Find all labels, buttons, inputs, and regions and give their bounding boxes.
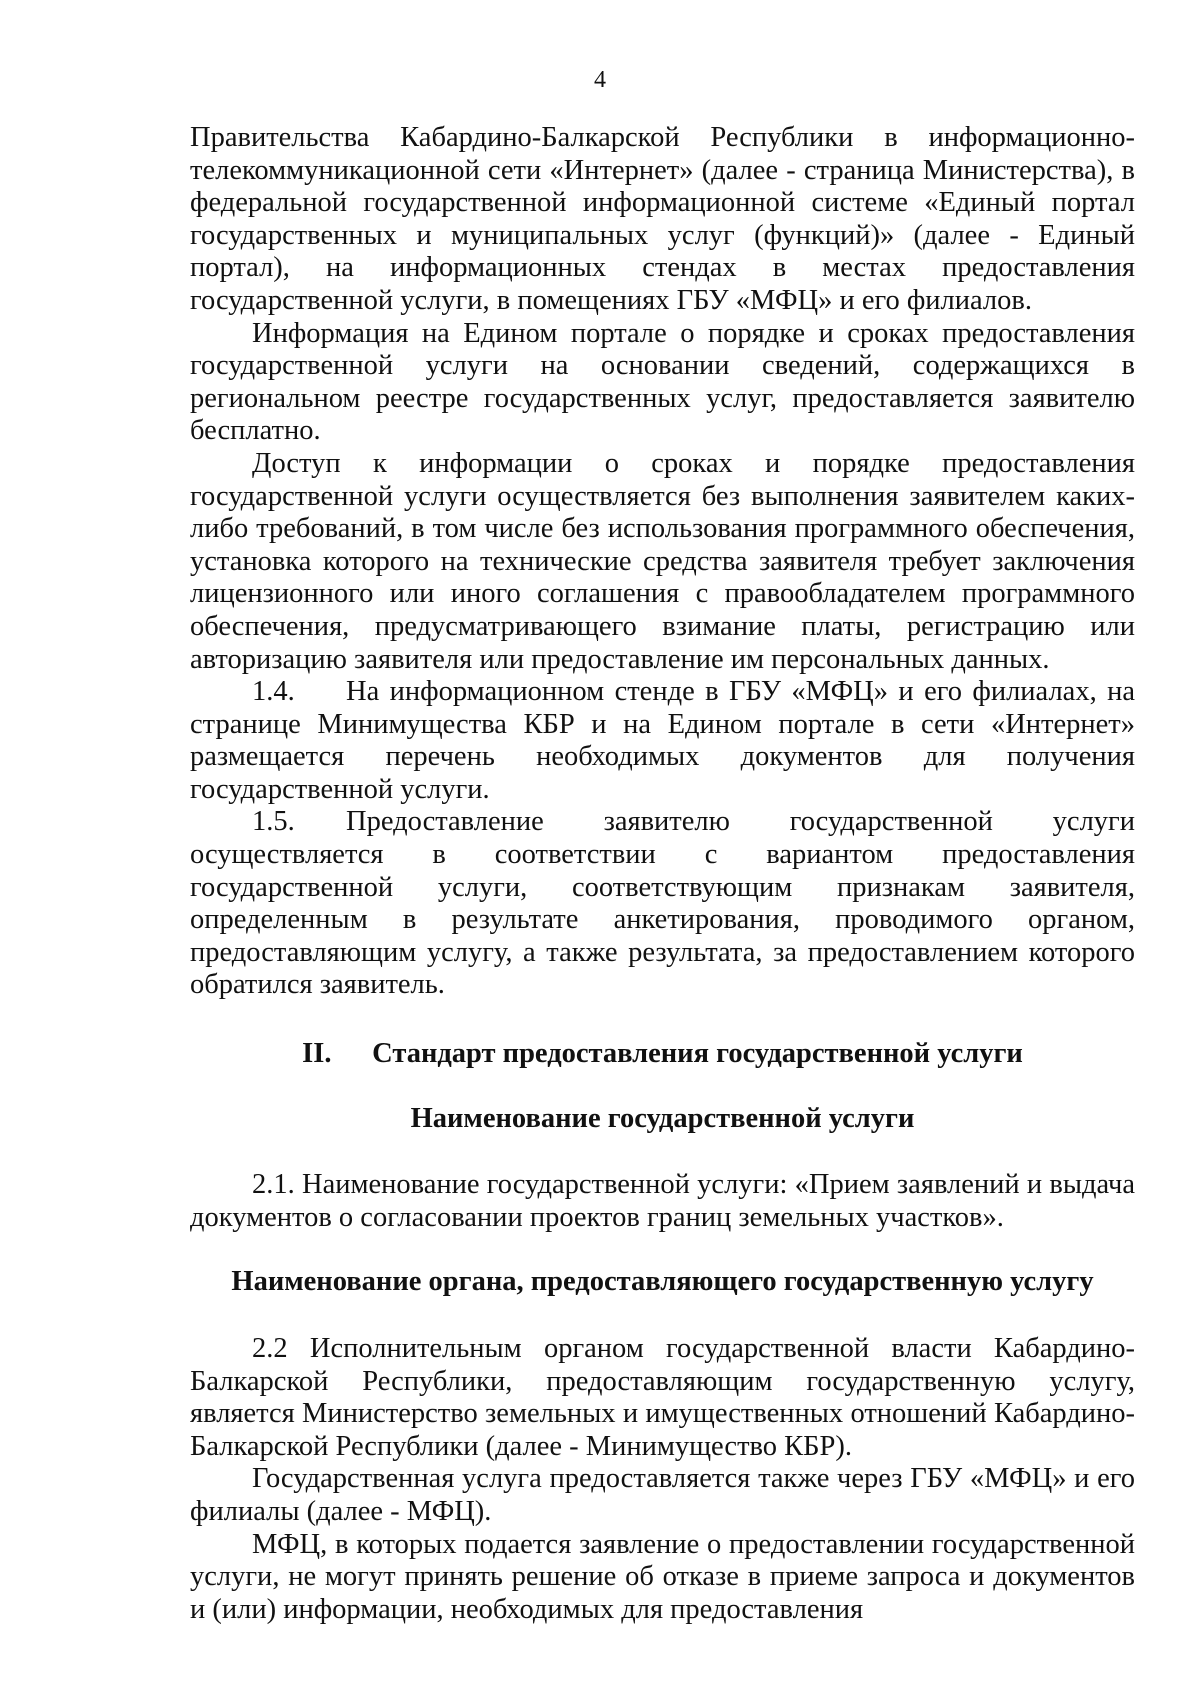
clause-text-1-4: На информационном стенде в ГБУ «МФЦ» и его филиалах, на странице Минимущества КБР и на Едином портале в сети «Интернет» размещается перечень необходимых документов для получения государственной услуги. <box>190 676 1135 805</box>
subheading-authority: Наименование органа, предоставляющего государственную услугу <box>231 1266 1094 1298</box>
paragraph-continued: Правительства Кабардино-Балкарской Республики в информационно-телекоммуникационной сети «Интернет» (далее - страница Министерства), в федеральной государственной информационной системе «Единый портал государственных и муниципальных услуг (функций)» (далее - Единый портал), на информационных стендах в местах предоставления государственной услуги, в помещениях ГБУ «МФЦ» и его филиалов. <box>190 122 1135 316</box>
paragraph-access-info: Доступ к информации о сроках и порядке предоставления государственной услуги осуществляется без выполнения заявителем каких-либо требований, в том числе без использования программного обеспечения, установка которого на технические средства заявителя требует заключения лицензионного или иного соглашения с правообладателем программного обеспечения, предусматривающего взимание платы, регистрацию или авторизацию заявителя или предоставление им персональных данных. <box>190 447 1135 675</box>
paragraph-mfc: Государственная услуга предоставляется также через ГБУ «МФЦ» и его филиалы (далее - МФЦ). <box>190 1463 1135 1527</box>
paragraph-1-5 <box>190 806 1135 1002</box>
clause-number-1-4: 1.4. <box>252 676 295 708</box>
paragraph-2-2: 2.2 Исполнительным органом государственной власти Кабардино-Балкарской Республики, предоставляющим государственную услугу, является Министерство земельных и имущественных отношений Кабардино-Балкарской Республики (далее - Минимущество КБР). <box>190 1333 1135 1462</box>
subheading-service-name: Наименование государственной услуги <box>410 1102 915 1134</box>
clause-number-1-5: 1.5. <box>252 806 295 838</box>
paragraph-mfc-refusal: МФЦ, в которых подается заявление о предоставлении государственной услуги, не могут принять решение об отказе в приеме запроса и документов и (или) информации, необходимых для предоставления <box>190 1528 1135 1625</box>
page-number: 4 <box>594 67 606 93</box>
clause-text-1-5: Предоставление заявителю государственной услуги осуществляется в соответствии с вариантом предоставления государственной услуги, соответствующим признакам заявителя, определенным в результате анкетирования, проводимого органом, предоставляющим услугу, а также результата, за предоставлением которого обратился заявитель. <box>190 806 1135 1001</box>
section-heading-2 <box>190 1038 1135 1071</box>
paragraph-2-1: 2.1. Наименование государственной услуги: «Прием заявлений и выдача документов о согласовании проектов границ земельных участков». <box>190 1169 1135 1233</box>
section-roman-numeral: II. <box>302 1038 332 1070</box>
section-title: Стандарт предоставления государственной услуги <box>372 1038 1023 1070</box>
paragraph-info-portal: Информация на Едином портале о порядке и сроках предоставления государственной услуги на основании сведений, содержащихся в региональном реестре государственных услуг, предоставляется заявителю бесплатно. <box>190 317 1135 447</box>
paragraph-1-4 <box>190 676 1135 806</box>
document-body <box>190 122 1135 1626</box>
